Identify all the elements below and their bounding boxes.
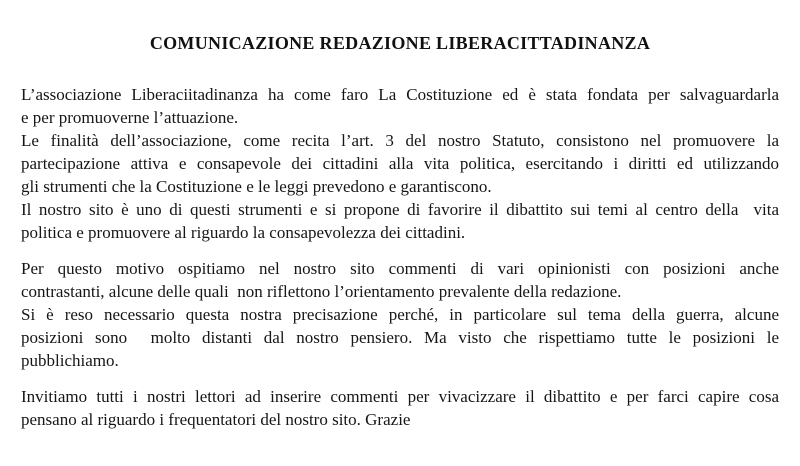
paragraph [21, 83, 779, 244]
text-line: Per questo motivo ospitiamo nel nostro sito commenti di vari opinionisti con posizioni anche [21, 259, 779, 278]
text-line: Invitiamo tutti i nostri lettori ad inserire commenti per vivacizzare il dibattito e per farci capire cosa [21, 387, 779, 406]
paragraph [21, 385, 779, 431]
text-line: Si è reso necessario questa nostra precisazione perché, in particolare sul tema della guerra, alcune [21, 305, 779, 324]
paragraph [21, 257, 779, 372]
document-body [21, 83, 779, 431]
text-line: contrastanti, alcune delle quali non riflettono l’orientamento prevalente della redazione. [21, 282, 622, 301]
text-line: pubblichiamo. [21, 351, 119, 370]
text-line: Le finalità dell’associazione, come recita l’art. 3 del nostro Statuto, consistono nel promuovere la [21, 131, 779, 150]
text-line: gli strumenti che la Costituzione e le leggi prevedono e garantiscono. [21, 177, 492, 196]
text-line: Il nostro sito è uno di questi strumenti e si propone di favorire il dibattito sui temi al centro della vita [21, 200, 779, 219]
text-line: politica e promuovere al riguardo la consapevolezza dei cittadini. [21, 223, 466, 242]
document-title: COMUNICAZIONE REDAZIONE LIBERACITTADINANZA [149, 33, 651, 53]
text-line: e per promuoverne l’attuazione. [21, 108, 239, 127]
text-line: partecipazione attiva e consapevole dei cittadini alla vita politica, esercitando i diritti ed utilizzando [21, 154, 779, 173]
text-line: pensano al riguardo i frequentatori del nostro sito. Grazie [21, 410, 411, 429]
text-line: L’associazione Liberaciitadinanza ha come faro La Costituzione ed è stata fondata per salvaguardarla [21, 85, 779, 104]
text-line: posizioni sono molto distanti dal nostro pensiero. Ma visto che rispettiamo tutte le posizioni le [21, 328, 779, 347]
